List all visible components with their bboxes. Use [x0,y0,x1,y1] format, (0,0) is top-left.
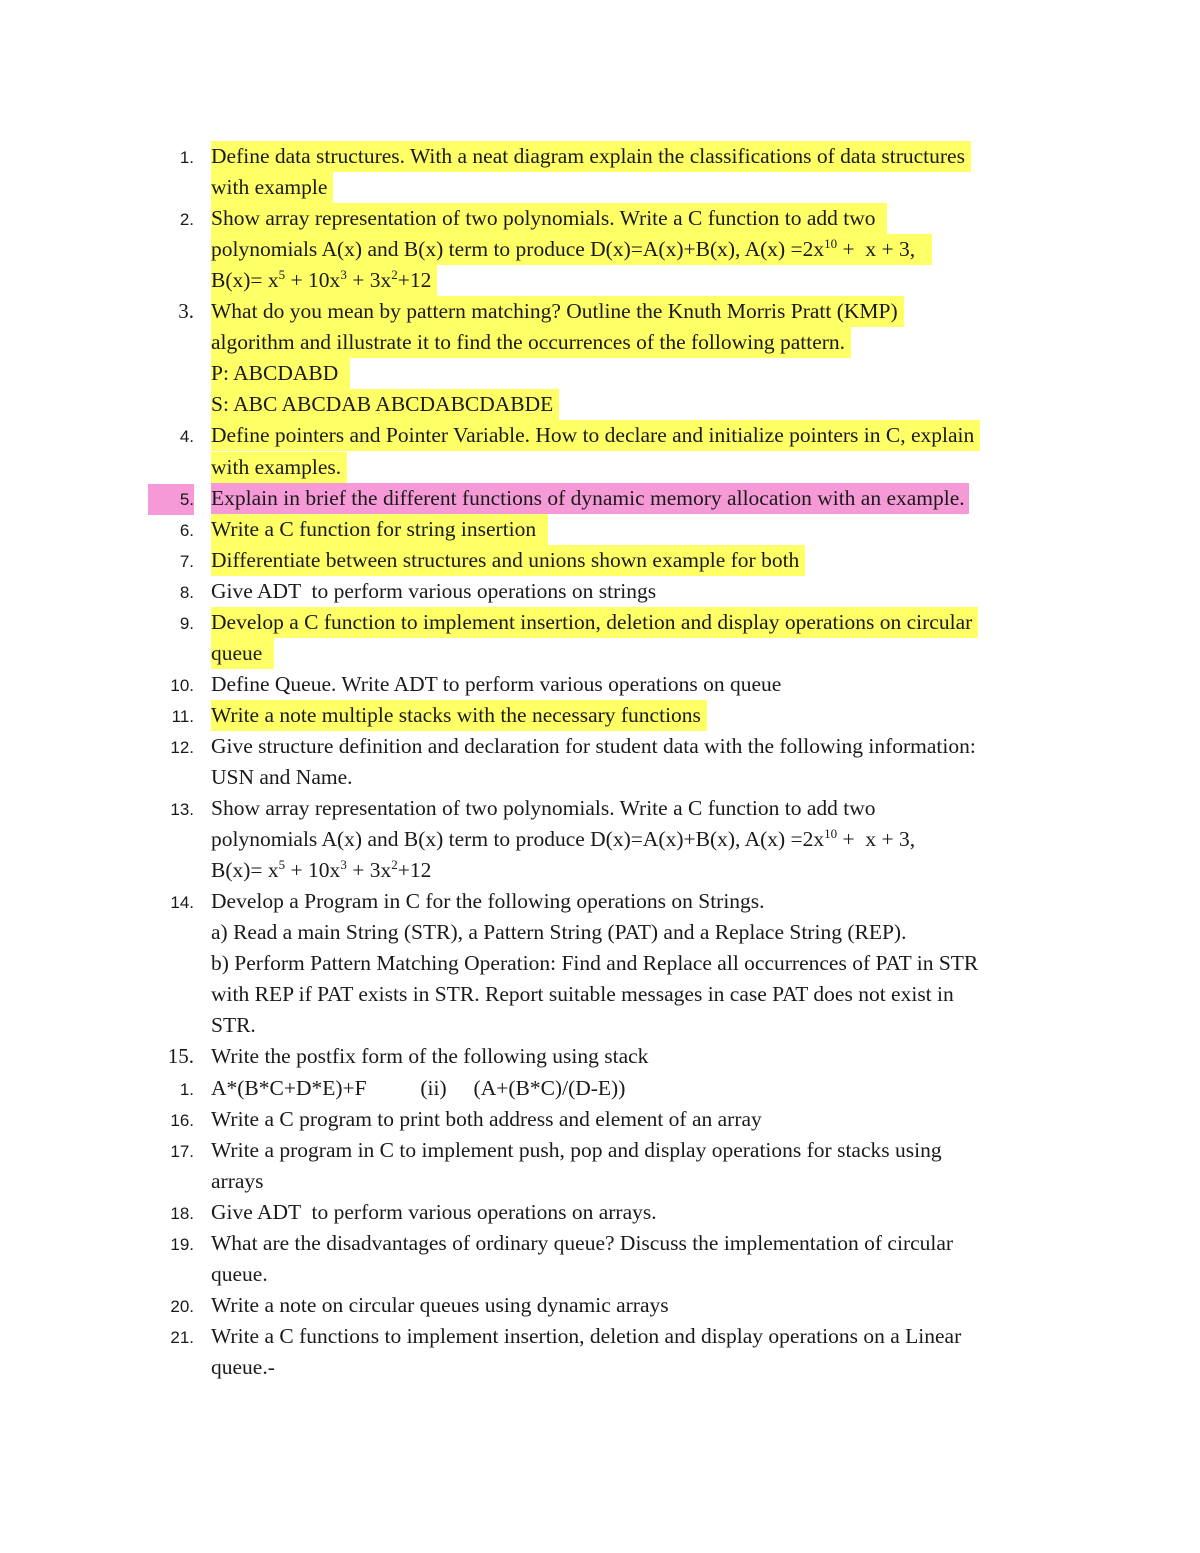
text-run: What are the disadvantages of ordinary queue? Discuss the implementation of circular [211,1230,954,1255]
text-run: queue [211,640,268,665]
text-run: b) Perform Pattern Matching Operation: Find and Replace all occurrences of PAT in STR [211,951,979,976]
text-run: USN and Name. [211,765,353,789]
line-text [211,1041,648,1072]
document-line [0,141,1200,172]
document-line [0,545,1200,576]
document-line [0,1104,1200,1135]
document-line [0,1073,1200,1104]
superscript: 3 [340,267,347,283]
superscript: 5 [278,857,286,873]
line-text [211,1135,942,1166]
line-text [211,793,876,824]
text-run: polynomials A(x) and B(x) term to produce D(x)=A(x)+B(x), A(x) =2x [211,237,825,262]
document-line [0,917,1200,948]
line-text [211,234,932,265]
text-run: Show array representation of two polynomials. Write a C function to add two [211,206,881,231]
text-run: arrays [211,1168,264,1193]
document-line [0,576,1200,607]
text-run: Write a note multiple stacks with the necessary functions [211,702,701,727]
text-run: + x + 3, [837,237,926,262]
document-line [0,234,1200,265]
line-text [211,1321,961,1352]
line-text [211,917,906,948]
superscript: 2 [391,857,398,873]
text-run: Write the postfix form of the following using stack [211,1044,649,1069]
document-line [0,452,1200,483]
text-run: Write a C function for string insertion [211,516,542,541]
document-line [0,1135,1200,1166]
line-text [211,389,559,420]
item-number: 13. [170,800,194,820]
superscript: 10 [824,236,838,252]
text-run: +12 [397,858,432,883]
item-number: 19. [170,1234,194,1254]
superscript: 5 [278,267,286,283]
line-text [211,638,274,669]
text-run: S: ABC ABCDAB ABCDABCDABDE [211,392,554,417]
text-run: a) Read a main String (STR), a Pattern String (PAT) and a Replace String (REP). [211,920,907,945]
item-number: 14. [170,893,194,913]
line-text [211,514,548,545]
line-text [211,886,765,917]
item-number: 21. [170,1327,194,1347]
line-text [211,855,431,886]
document-line [0,296,1200,327]
document-line [0,327,1200,358]
line-text [211,483,969,514]
text-run: + 10x [285,268,341,293]
item-number: 17. [170,1141,194,1161]
text-run: Show array representation of two polynomials. Write a C function to add two [211,796,876,821]
item-number: 1. [179,148,194,167]
item-number: 10. [170,675,194,695]
document-line [0,514,1200,545]
line-text [211,1290,669,1321]
item-number: 20. [170,1296,194,1316]
item-number: 15. [167,1044,194,1069]
line-text [211,452,347,483]
line-text [211,420,980,451]
line-text [211,669,781,700]
line-text [211,979,954,1010]
text-run: with REP if PAT exists in STR. Report suitable messages in case PAT does not exist in [211,982,954,1007]
line-text [211,172,333,203]
line-text [211,1104,762,1135]
item-number: 8. [179,582,194,602]
text-run: Explain in brief the different functions of dynamic memory allocation with an example. [211,485,965,510]
text-run: STR. [211,1013,256,1038]
document-line [0,1352,1200,1383]
superscript: 2 [391,267,398,283]
line-text [211,203,887,234]
text-run: queue. [211,1261,268,1286]
text-run: Write a C program to print both address and element of an array [211,1106,762,1131]
text-run: A*(B*C+D*E)+F (ii) (A+(B*C)/(D-E)) [211,1075,626,1100]
line-text [211,1352,275,1383]
document-line [0,265,1200,296]
document-line [0,638,1200,669]
document-line [0,607,1200,638]
document-line [0,172,1200,203]
line-text [211,607,978,638]
line-text [211,296,904,327]
document-line [0,948,1200,979]
line-text [211,731,976,762]
document-line [0,1041,1200,1072]
document-line [0,793,1200,824]
item-number: 1. [179,1079,194,1099]
text-run: + x + 3, [837,827,916,852]
text-run: Differentiate between structures and unions shown example for both [211,547,800,572]
line-text [211,1073,625,1104]
document-line [0,420,1200,451]
text-run: Give ADT to perform various operations on arrays. [211,1199,657,1224]
line-text [211,576,656,607]
text-run: Give structure definition and declaration for student data with the following information: [211,733,976,758]
item-number: 5. [148,484,194,515]
document-line [0,979,1200,1010]
text-run: P: ABCDABD [211,361,344,386]
item-number: 6. [179,520,194,540]
line-text [211,1166,264,1197]
text-run: queue.- [211,1354,275,1379]
line-text [211,700,707,731]
line-text [211,1197,657,1228]
document-line [0,389,1200,420]
document-line [0,1197,1200,1228]
document-line [0,886,1200,917]
text-run: Write a C functions to implement insertion, deletion and display operations on a Linear [211,1323,962,1348]
line-text [211,1228,953,1259]
document-line [0,1166,1200,1197]
document-line [0,483,1200,514]
text-run: polynomials A(x) and B(x) term to produce D(x)=A(x)+B(x), A(x) =2x [211,827,825,852]
document-line [0,358,1200,389]
text-run: Define Queue. Write ADT to perform various operations on queue [211,671,782,696]
text-run: with example [211,175,328,200]
text-run: Develop a Program in C for the following operations on Strings. [211,889,765,914]
line-text [211,265,437,296]
text-run: Give ADT to perform various operations on strings [211,578,657,603]
line-text [211,327,851,358]
document-line [0,1228,1200,1259]
text-run: Define data structures. With a neat diagram explain the classifications of data structures [211,144,965,168]
item-number: 2. [179,210,194,230]
document-line [0,700,1200,731]
text-run: Define pointers and Pointer Variable. How to declare and initialize pointers in C, explain [211,423,975,448]
text-run: What do you mean by pattern matching? Outline the Knuth Morris Pratt (KMP) [211,299,898,324]
document-line [0,669,1200,700]
item-number: 4. [179,427,194,447]
line-text [211,824,915,855]
text-run: B(x)= x [211,858,279,883]
item-number: 18. [170,1203,194,1223]
text-run: Write a note on circular queues using dynamic arrays [211,1292,669,1317]
text-run: + 10x [285,858,341,883]
document-line [0,1010,1200,1041]
document-line [0,1259,1200,1290]
item-number: 12. [170,737,194,757]
line-text [211,358,350,389]
line-text [211,762,353,793]
line-text [211,545,805,576]
text-run: + 3x [346,268,392,293]
item-number: 16. [170,1110,194,1130]
document-line [0,824,1200,855]
document-line [0,203,1200,234]
superscript: 10 [824,826,838,842]
text-run: B(x)= x [211,268,279,293]
text-run: +12 [397,268,432,293]
superscript: 3 [340,857,347,873]
document-line [0,855,1200,886]
document-line [0,731,1200,762]
document-line [0,1321,1200,1352]
line-text [211,1010,256,1041]
text-run: with examples. [211,454,342,479]
item-number: 7. [179,551,194,571]
item-number: 9. [179,613,194,633]
line-text [211,1259,268,1290]
document-line [0,1290,1200,1321]
document-line [0,762,1200,793]
item-number: 3. [178,299,194,324]
line-text [211,141,971,172]
line-text [211,948,978,979]
text-run: + 3x [346,858,392,883]
text-run: Write a program in C to implement push, pop and display operations for stacks using [211,1137,942,1162]
text-run: Develop a C function to implement insertion, deletion and display operations on circular [211,609,973,634]
text-run: algorithm and illustrate it to find the occurrences of the following pattern. [211,330,846,355]
item-number: 11. [171,706,194,726]
